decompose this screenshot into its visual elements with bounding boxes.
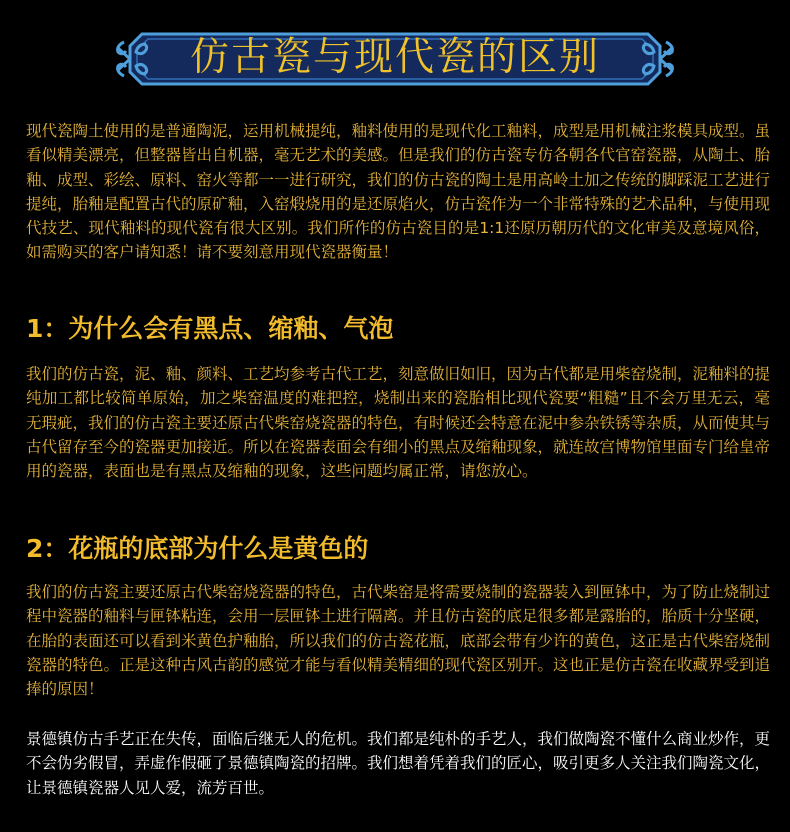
closing-paragraph: 景德镇仿古手艺正在失传，面临后继无人的危机。我们都是纯朴的手艺人，我们做陶瓷不懂什么商业炒作，更不会伪劣假冒，弄虚作假砸了景德镇陶瓷的招牌。我们想着凭着我们的匠心，吸引更多人关注我们陶瓷文化，让景德镇瓷器人见人爱，流芳百世。 — [26, 730, 771, 797]
page-title: 仿古瓷与现代瓷的区别 — [189, 35, 600, 80]
section-2-heading: 2：花瓶的底部为什么是黄色的 — [26, 534, 369, 563]
section-2-paragraph: 我们的仿古瓷主要还原古代柴窑烧瓷器的特色，古代柴窑是将需要烧制的瓷器装入到匣钵中，为了防止烧制过程中瓷器的釉料与匣钵粘连，会用一层匣钵土进行隔离。并且仿古瓷的底足很多都是露胎的，胎质十分坚硬，在胎的表面还可以看到米黄色护釉胎，所以我们的仿古瓷花瓶，底部会带有少许的黄色，这正是古代柴窑烧制瓷器的特色。正是这种古风古韵的感觉才能与看似精美精细的现代瓷区别开。这也正是仿古瓷在收藏界受到追捧的原因！ — [26, 583, 771, 699]
section-1-paragraph: 我们的仿古瓷，泥、釉、颜料、工艺均参考古代工艺，刻意做旧如旧，因为古代都是用柴窑烧制，泥釉料的提纯加工都比较简单原始，加之柴窑温度的难把控，烧制出来的瓷胎相比现代瓷要“粗糙”且不会万里无云，毫无瑕疵，我们的仿古瓷主要还原古代柴窑烧瓷器的特色，有时候还会特意在泥中参杂铁锈等杂质，从而使其与古代留存至今的瓷器更加接近。所以在瓷器表面会有细小的黑点及缩釉现象，就连故宫博物馆里面专门给皇帝用的瓷器，表面也是有黑点及缩釉的现象，这些问题均属正常，请您放心。 — [26, 365, 771, 481]
section-1-heading: 1：为什么会有黑点、缩釉、气泡 — [26, 314, 394, 343]
intro-paragraph: 现代瓷陶土使用的是普通陶泥，运用机械提纯，釉料使用的是现代化工釉料，成型是用机械注浆模具成型。虽看似精美漂亮，但整器皆出自机器，毫无艺术的美感。但是我们的仿古瓷专仿各朝各代官窑瓷器，从陶土、胎釉、成型、彩绘、原料、窑火等都一一进行研究，我们的仿古瓷的陶土是用高岭土加之传统的脚踩泥工艺进行提纯，胎釉是配置古代的原矿釉，入窑煅烧用的是还原焰火，仿古瓷作为一个非常特殊的艺术品种，与使用现代技艺、现代釉料的现代瓷有很大区别。我们所作的仿古瓷目的是1:1还原历朝历代的文化审美及意境风俗，如需购买的客户请知悉！请不要刻意用现代瓷器衡量！ — [26, 122, 771, 262]
title-banner — [112, 28, 678, 90]
